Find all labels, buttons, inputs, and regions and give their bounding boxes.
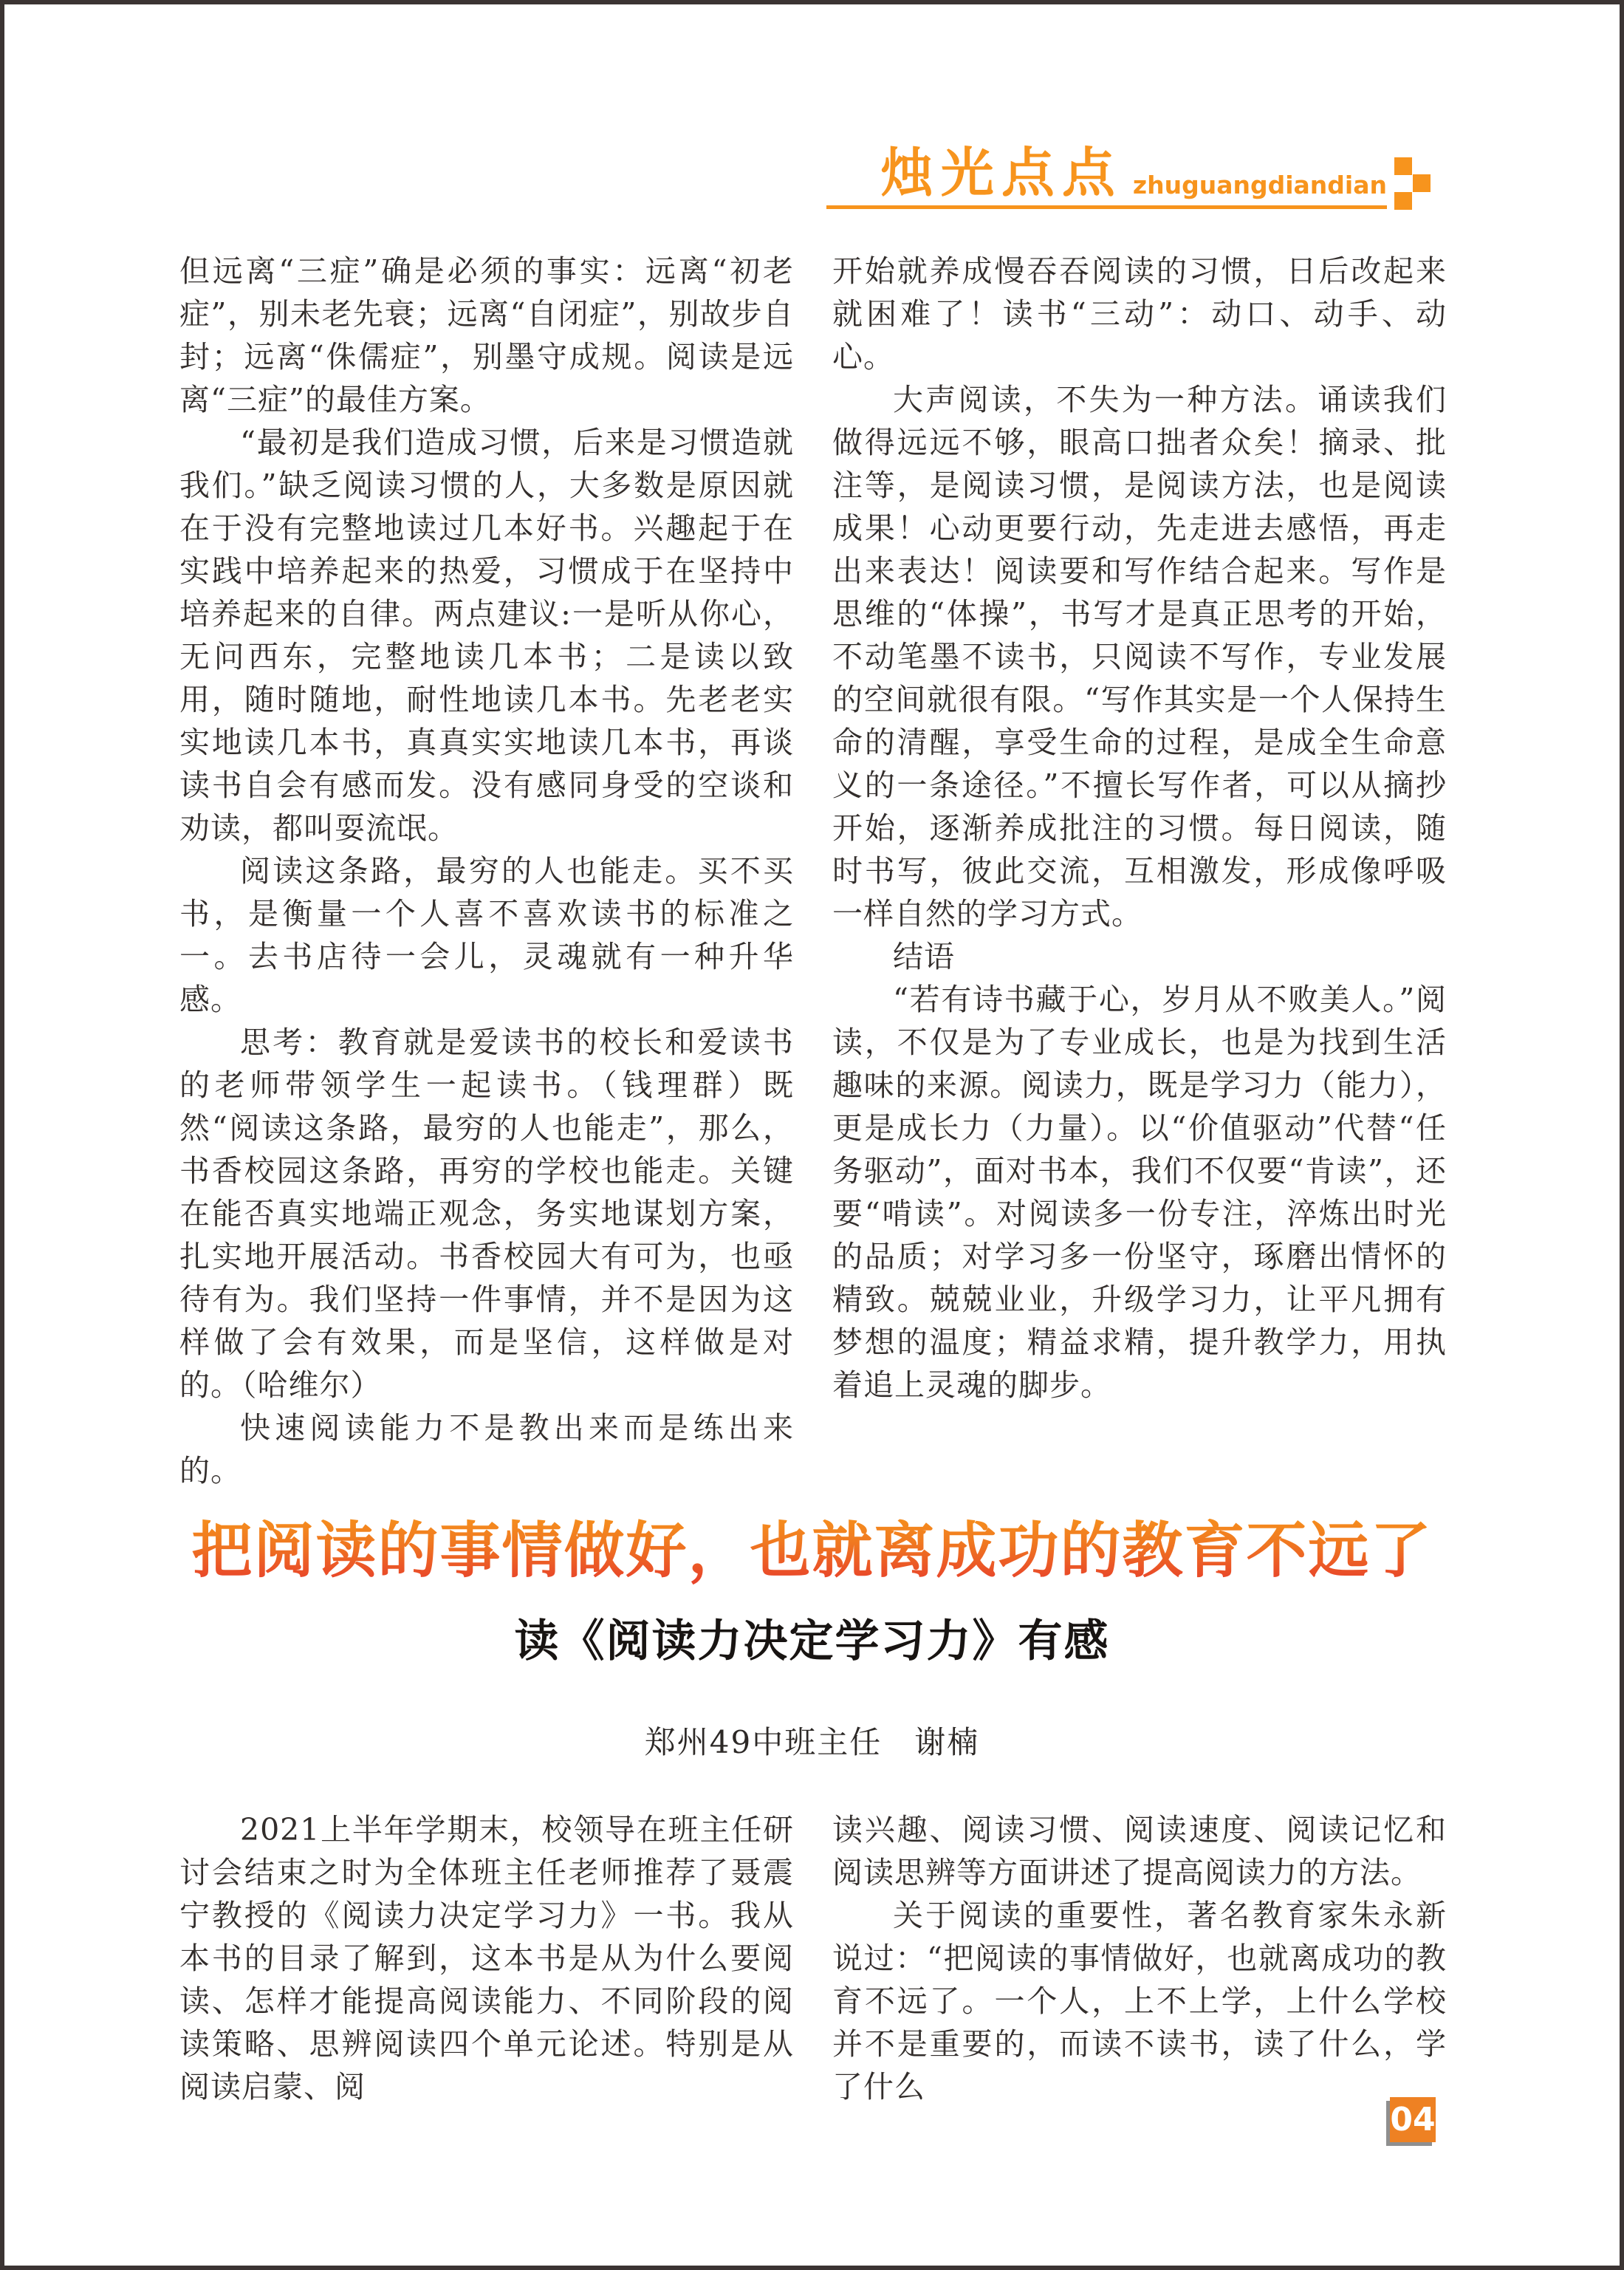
masthead [827, 142, 1387, 204]
paragraph: 读兴趣、阅读习惯、阅读速度、阅读记忆和阅读思辨等方面讲述了提高阅读力的方法。 [832, 1812, 1447, 1890]
paragraph: 思考：教育就是爱读书的校长和爱读书的老师带领学生一起读书。（钱理群）既然“阅读这条路，最穷的人也能走”，那么，书香校园这条路，再穷的学校也能走。关键在能否真实地端正观念，务实地谋划方案，扎实地开展活动。书香校园大有可为，也亟待有为。我们坚持一件事情，并不是因为这样做了会有效果，而是坚信，这样做是对的。（哈维尔） [179, 1025, 794, 1403]
top-left-column [179, 250, 794, 1492]
article-byline: 郑州49中班主任 谢楠 [644, 1724, 980, 1760]
bottom-right-column [832, 1808, 1447, 2108]
orange-square-icon [1394, 157, 1412, 175]
page-number-badge: 04 [1390, 2097, 1436, 2142]
bottom-left-column [179, 1808, 794, 2108]
masthead-pinyin: zhuguangdiandian [1132, 171, 1387, 199]
orange-square-icon [1413, 174, 1431, 192]
paragraph: 结语 [893, 939, 955, 974]
paragraph: 大声阅读，不失为一种方法。诵读我们做得远远不够，眼高口拙者众矣！摘录、批注等，是阅读习惯，是阅读方法，也是阅读成果！心动更要行动，先走进去感悟，再走出来表达！阅读要和写作结合起来。写作是思维的“体操”，书写才是真正思考的开始，不动笔墨不读书，只阅读不写作，专业发展的空间就很有限。“写作其实是一个人保持生命的清醒，享受生命的过程，是成全生命意义的一条途径。”不擅长写作者，可以从摘抄开始，逐渐养成批注的习惯。每日阅读，随时书写，彼此交流，互相激发，形成像呼吸一样自然的学习方式。 [832, 382, 1447, 931]
article-continued-section [179, 250, 1447, 1492]
paragraph: 2021上半年学期末，校领导在班主任研讨会结束之时为全体班主任老师推荐了聂震宁教授的《阅读力决定学习力》一书。我从本书的目录了解到，这本书是从为什么要阅读、怎样才能提高阅读能力、不同阶段的阅读策略、思辨阅读四个单元论述。特别是从阅读启蒙、阅 [179, 1812, 794, 2105]
paragraph: “若有诗书藏于心，岁月从不败美人。”阅读，不仅是为了专业成长，也是为找到生活趣味的来源。阅读力，既是学习力（能力），更是成长力（力量）。以“价值驱动”代替“任务驱动”，面对书本，我们不仅要“肯读”，还要“啃读”。对阅读多一份专注，淬炼出时光的品质；对学习多一份坚守，琢磨出情怀的精致。兢兢业业，升级学习力，让平凡拥有梦想的温度；精益求精，提升教学力，用执着追上灵魂的脚步。 [832, 982, 1447, 1403]
paragraph: 关于阅读的重要性，著名教育家朱永新说过：“把阅读的事情做好，也就离成功的教育不远了。一个人，上不上学，上什么学校并不是重要的，而读不读书，读了什么，学了什么 [832, 1898, 1447, 2105]
article-body-section [179, 1808, 1447, 2108]
paragraph: 阅读这条路，最穷的人也能走。买不买书，是衡量一个人喜不喜欢读书的标准之一。去书店待一会儿，灵魂就有一种升华感。 [179, 853, 794, 1017]
paragraph: 快速阅读能力不是教出来而是练出来的。 [179, 1410, 794, 1488]
paragraph: 开始就养成慢吞吞阅读的习惯，日后改起来就困难了！读书“三动”：动口、动手、动心。 [832, 253, 1447, 375]
paragraph: “最初是我们造成习惯，后来是习惯造就我们。”缺乏阅读习惯的人，大多数是原因就在于没有完整地读过几本好书。兴趣起于在实践中培养起来的热爱，习惯成于在坚持中培养起来的自律。两点建议:一是听从你心，无问西东，完整地读几本书；二是读以致用，随时随地，耐性地读几本书。先老老实实地读几本书，真真实实地读几本书，再谈读书自会有感而发。没有感同身受的空谈和劝读，都叫耍流氓。 [179, 425, 794, 846]
article-title: 把阅读的事情做好，也就离成功的教育不远了 [4, 1502, 1620, 1589]
top-right-column [832, 250, 1447, 1492]
article-subtitle: 读《阅读力决定学习力》有感 [514, 1616, 1110, 1667]
masthead-squares-decoration [1394, 157, 1453, 216]
masthead-title: 烛光点点 [880, 142, 1123, 204]
masthead-rule [826, 205, 1387, 209]
orange-square-icon [1394, 192, 1412, 210]
paragraph: 但远离“三症”确是必须的事实：远离“初老症”，别未老先衰；远离“自闭症”，别故步自封；远离“侏儒症”，别墨守成规。阅读是远离“三症”的最佳方案。 [179, 253, 794, 417]
